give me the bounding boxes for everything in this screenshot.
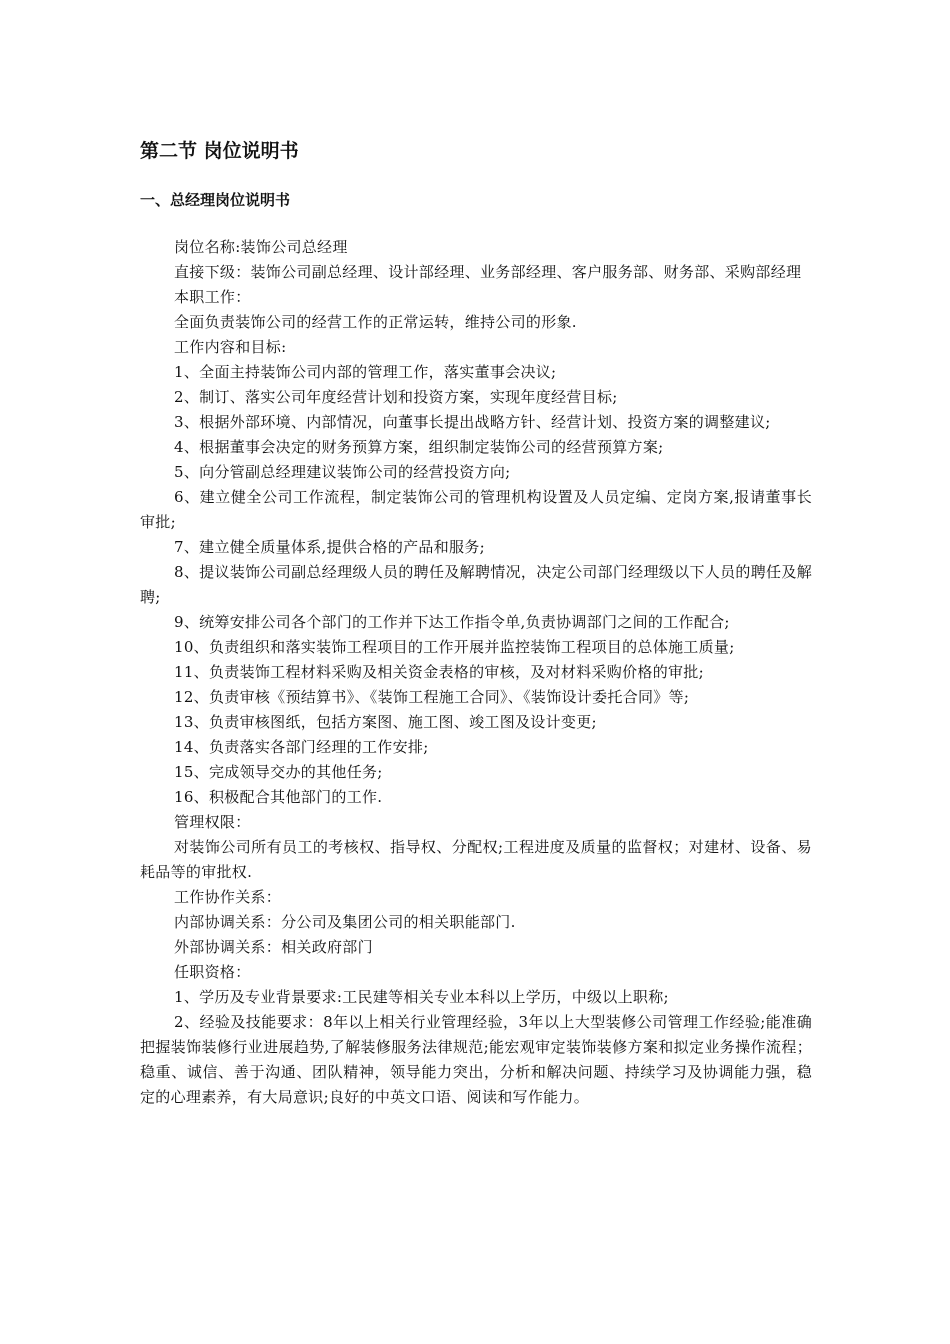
paragraph-task: 12、负责审核《预结算书》、《装饰工程施工合同》、《装饰设计委托合同》等; (174, 688, 690, 706)
paragraph-task: 13、负责审核图纸，包括方案图、施工图、竣工图及设计变更; (174, 713, 597, 731)
paragraph-heading-duty: 本职工作： (174, 288, 251, 306)
paragraph-job-title: 岗位名称:装饰公司总经理 (174, 238, 348, 256)
paragraph-task: 10、负责组织和落实装饰工程项目的工作开展并监控装饰工程项目的总体施工质量; (174, 638, 735, 656)
paragraph-heading-tasks: 工作内容和目标: (174, 338, 287, 356)
section-title: 第二节 岗位说明书 (140, 140, 299, 162)
paragraph-task: 8、提议装饰公司副总经理级人员的聘任及解聘情况，决定公司部门经理级以下人员的聘任及解聘; (140, 563, 812, 606)
paragraph-task: 4、根据董事会决定的财务预算方案，组织制定装饰公司的经营预算方案; (174, 438, 664, 456)
paragraph-task: 14、负责落实各部门经理的工作安排; (174, 738, 429, 756)
paragraph-heading-cooperation: 工作协作关系： (174, 888, 282, 906)
paragraph-heading-qualification: 任职资格： (174, 963, 251, 981)
paragraph-task: 3、根据外部环境、内部情况，向董事长提出战略方针、经营计划、投资方案的调整建议; (174, 413, 771, 431)
paragraph-duty: 全面负责装饰公司的经营工作的正常运转，维持公司的形象. (174, 313, 577, 331)
paragraph-authority: 对装饰公司所有员工的考核权、指导权、分配权;工程进度及质量的监督权；对建材、设备、易耗品等的审批权. (140, 838, 812, 881)
paragraph-task: 16、积极配合其他部门的工作. (174, 788, 383, 806)
paragraph-task: 1、全面主持装饰公司内部的管理工作，落实董事会决议; (174, 363, 557, 381)
paragraph-task: 9、统筹安排公司各个部门的工作并下达工作指令单,负责协调部门之间的工作配合; (174, 613, 730, 631)
paragraph-task: 15、完成领导交办的其他任务; (174, 763, 383, 781)
paragraph-task: 6、建立健全公司工作流程，制定装饰公司的管理机构设置及人员定编、定岗方案,报请董事长审批; (140, 488, 812, 531)
paragraph-heading-authority: 管理权限： (174, 813, 251, 831)
paragraph-task: 5、向分管副总经理建议装饰公司的经营投资方向; (174, 463, 511, 481)
paragraph-task: 2、制订、落实公司年度经营计划和投资方案，实现年度经营目标; (174, 388, 618, 406)
document-body (140, 235, 812, 1110)
paragraph-external-cooperation: 外部协调关系：相关政府部门 (174, 938, 373, 956)
paragraph-subordinates: 直接下级：装饰公司副总经理、设计部经理、业务部经理、客户服务部、财务部、采购部经理 (174, 263, 802, 281)
paragraph-task: 11、负责装饰工程材料采购及相关资金表格的审核，及对材料采购价格的审批; (174, 663, 704, 681)
paragraph-task: 7、建立健全质量体系,提供合格的产品和服务; (174, 538, 485, 556)
paragraph-internal-cooperation: 内部协调关系：分公司及集团公司的相关职能部门. (174, 913, 516, 931)
paragraph-qualification: 1、学历及专业背景要求:工民建等相关专业本科以上学历，中级以上职称; (174, 988, 669, 1006)
sub-title: 一、总经理岗位说明书 (140, 191, 291, 209)
paragraph-qualification: 2、经验及技能要求：8年以上相关行业管理经验，3年以上大型装修公司管理工作经验;能准确把握装饰装修行业进展趋势,了解装修服务法律规范;能宏观审定装饰装修方案和拟定业务操作流程；稳重、诚信、善于沟通、团队精神，领导能力突出，分析和解决问题、持续学习及协调能力强，稳定的心理素养，有大局意识;良好的中英文口语、阅读和写作能力。 (140, 1013, 812, 1106)
